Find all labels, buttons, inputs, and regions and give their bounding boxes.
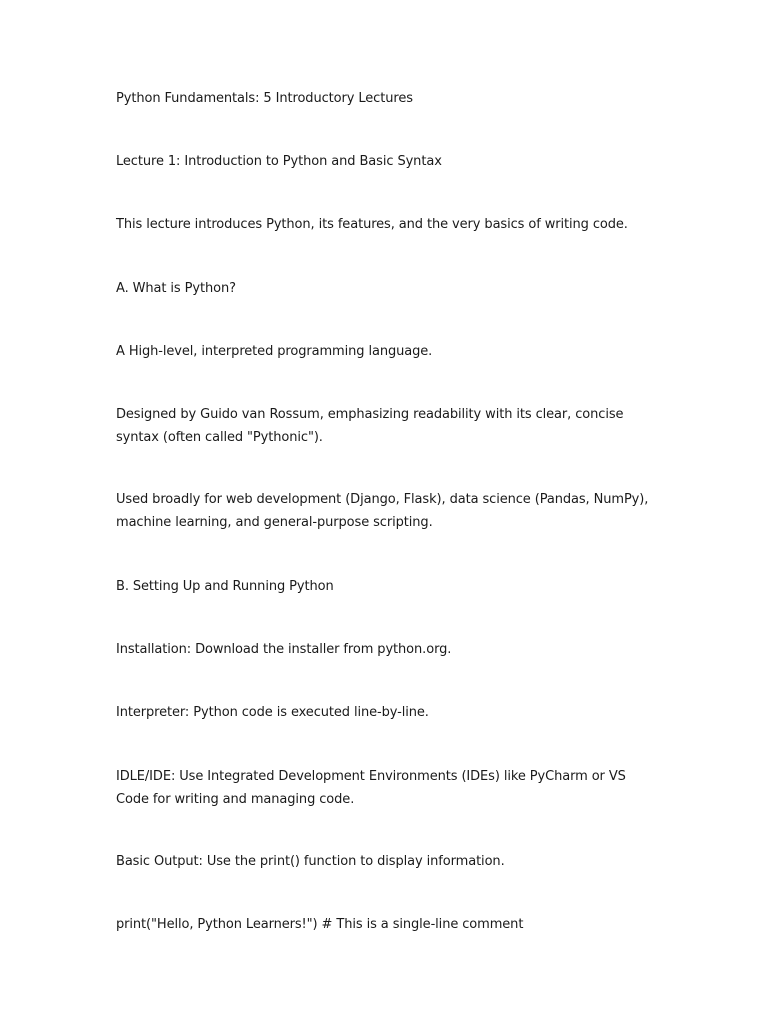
section-a-heading: A. What is Python?	[116, 281, 236, 296]
intro-paragraph: This lecture introduces Python, its features, and the very basics of writing code.	[116, 217, 628, 232]
section-a-paragraph-2: Designed by Guido van Rossum, emphasizing readability with its clear, concise syntax (often called "Pythonic").	[116, 407, 624, 445]
code-example: print("Hello, Python Learners!") # This is a single-line comment	[116, 917, 524, 932]
section-b-heading: B. Setting Up and Running Python	[116, 579, 334, 594]
section-a-paragraph-1: A High-level, interpreted programming language.	[116, 344, 433, 359]
lecture-heading: Lecture 1: Introduction to Python and Basic Syntax	[116, 154, 442, 169]
section-a-paragraph-3: Used broadly for web development (Django, Flask), data science (Pandas, NumPy), machine learning, and general-purpose scripting.	[116, 492, 649, 530]
document-title: Python Fundamentals: 5 Introductory Lectures	[116, 91, 413, 106]
section-b-paragraph-2: Interpreter: Python code is executed line-by-line.	[116, 705, 429, 720]
section-b-paragraph-1: Installation: Download the installer from python.org.	[116, 642, 452, 657]
section-b-paragraph-3: IDLE/IDE: Use Integrated Development Environments (IDEs) like PyCharm or VS Code for writing and managing code.	[116, 769, 626, 807]
section-b-paragraph-4: Basic Output: Use the print() function to display information.	[116, 854, 505, 869]
